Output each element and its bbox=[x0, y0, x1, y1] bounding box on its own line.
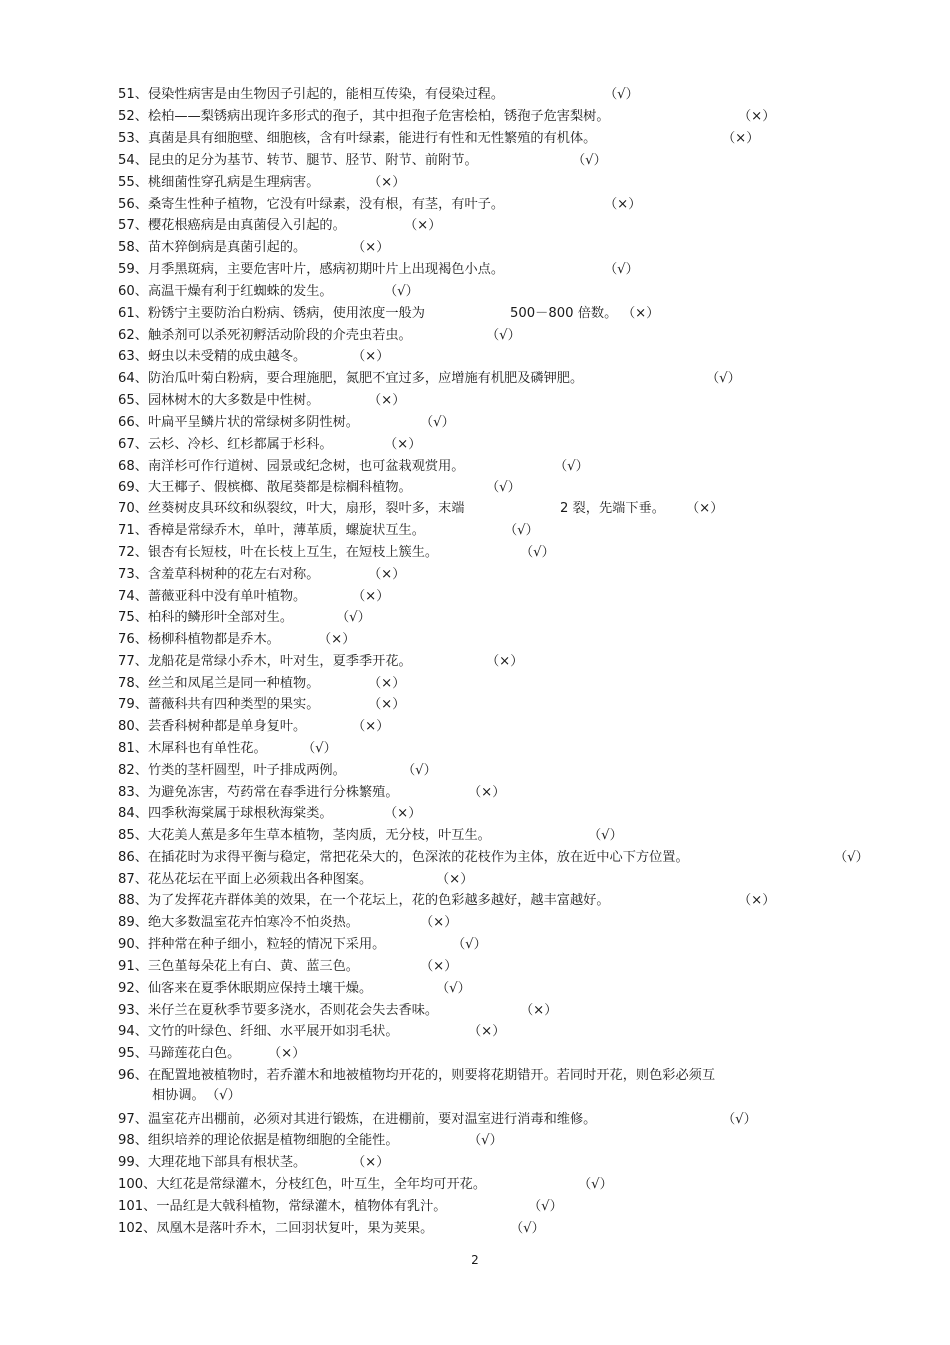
list-item bbox=[118, 610, 293, 626]
list-item bbox=[118, 632, 280, 648]
item-number: 56、 bbox=[118, 197, 148, 212]
answer-mark: （×） bbox=[368, 567, 406, 582]
list-item bbox=[118, 109, 610, 125]
list-item bbox=[118, 872, 372, 888]
item-number: 98、 bbox=[118, 1133, 148, 1148]
item-text: 香樟是常绿乔木，单叶，薄革质，螺旋状互生。 bbox=[147, 523, 425, 538]
item-text: 触杀剂可以杀死初孵活动阶段的介壳虫若虫。 bbox=[147, 328, 412, 343]
list-item bbox=[118, 697, 319, 713]
item-text: 竹类的茎杆圆型，叶子排成两例。 bbox=[147, 763, 346, 778]
item-number: 87、 bbox=[118, 872, 148, 887]
list-item bbox=[118, 284, 333, 300]
answer-mark: （×） bbox=[368, 676, 406, 691]
answer-mark: （√） bbox=[572, 153, 607, 168]
item-text: 大红花是常绿灌木，分枝红色，叶互生，全年均可开花。 bbox=[156, 1177, 487, 1192]
item-number: 93、 bbox=[118, 1003, 148, 1018]
answer-mark: （×） bbox=[352, 349, 390, 364]
item-number: 54、 bbox=[118, 153, 148, 168]
item-text-continued: 相协调。 bbox=[152, 1088, 205, 1103]
answer-mark: （√） bbox=[486, 480, 521, 495]
item-text: 马蹄莲花白色。 bbox=[147, 1046, 241, 1061]
item-number: 76、 bbox=[118, 632, 148, 647]
item-text-continued: 500－800 倍数。 bbox=[510, 306, 618, 321]
item-text: 木犀科也有单性花。 bbox=[147, 741, 267, 756]
item-text: 仙客来在夏季休眠期应保持土壤干燥。 bbox=[147, 981, 373, 996]
item-text: 昆虫的足分为基节、转节、腿节、胫节、附节、前附节。 bbox=[147, 153, 478, 168]
item-number: 68、 bbox=[118, 459, 148, 474]
item-text: 温室花卉出棚前，必须对其进行锻炼，在进棚前，要对温室进行消毒和维修。 bbox=[147, 1112, 597, 1127]
page-number: 2 bbox=[471, 1253, 479, 1267]
list-item bbox=[118, 1024, 399, 1040]
item-number: 65、 bbox=[118, 393, 148, 408]
item-text: 蚜虫以未受精的成虫越冬。 bbox=[147, 349, 307, 364]
item-number: 88、 bbox=[118, 893, 148, 908]
item-text: 在配置地被植物时，若乔灌木和地被植物均开花的，则要将花期错开。若同时开花，则色彩必须互 bbox=[147, 1068, 716, 1083]
item-text: 云杉、冷杉、红杉都属于杉科。 bbox=[147, 437, 333, 452]
list-item bbox=[118, 1133, 399, 1149]
answer-mark: （×） bbox=[622, 306, 660, 321]
answer-mark: （√） bbox=[302, 741, 337, 756]
list-item bbox=[118, 480, 412, 496]
answer-mark: （×） bbox=[352, 1155, 390, 1170]
item-number: 97、 bbox=[118, 1112, 148, 1127]
item-text: 桧柏——梨锈病出现许多形式的孢子，其中担孢子危害桧柏，锈孢子危害梨树。 bbox=[147, 109, 610, 124]
list-item bbox=[118, 1221, 433, 1237]
answer-mark: （×） bbox=[352, 719, 390, 734]
item-number: 100、 bbox=[118, 1177, 157, 1192]
item-number: 63、 bbox=[118, 349, 148, 364]
list-item bbox=[118, 131, 596, 147]
list-item bbox=[118, 415, 359, 431]
item-text: 三色堇每朵花上有白、黄、蓝三色。 bbox=[147, 959, 359, 974]
answer-mark: （×） bbox=[368, 697, 406, 712]
list-item bbox=[118, 763, 346, 779]
list-item bbox=[118, 393, 319, 409]
answer-mark: （×） bbox=[384, 437, 422, 452]
item-number: 60、 bbox=[118, 284, 148, 299]
item-number: 78、 bbox=[118, 676, 148, 691]
list-item bbox=[118, 1003, 438, 1019]
list-item bbox=[118, 501, 464, 517]
list-item bbox=[118, 1177, 486, 1193]
answer-mark: （×） bbox=[686, 501, 724, 516]
list-item bbox=[118, 806, 333, 822]
item-number: 92、 bbox=[118, 981, 148, 996]
answer-mark: （×） bbox=[352, 240, 390, 255]
list-item bbox=[118, 371, 583, 387]
item-number: 69、 bbox=[118, 480, 148, 495]
item-text: 为避免冻害，芍药常在春季进行分株繁殖。 bbox=[147, 785, 399, 800]
item-number: 55、 bbox=[118, 175, 148, 190]
item-text: 真菌是具有细胞壁、细胞核，含有叶绿素，能进行有性和无性繁殖的有机体。 bbox=[147, 131, 597, 146]
item-text: 文竹的叶绿色、纤细、水平展开如羽毛状。 bbox=[147, 1024, 399, 1039]
list-item bbox=[118, 1068, 715, 1084]
item-number: 75、 bbox=[118, 610, 148, 625]
list-item bbox=[118, 349, 306, 365]
list-item bbox=[118, 1112, 596, 1128]
answer-mark: （×） bbox=[520, 1003, 558, 1018]
item-text: 龙船花是常绿小乔木，叶对生，夏季季开花。 bbox=[147, 654, 412, 669]
item-text: 拌种常在种子细小，粒轻的情况下采用。 bbox=[147, 937, 386, 952]
answer-mark: （×） bbox=[436, 872, 474, 887]
answer-mark: （×） bbox=[352, 589, 390, 604]
item-text: 桃细菌性穿孔病是生理病害。 bbox=[147, 175, 320, 190]
list-item bbox=[118, 1155, 306, 1171]
answer-mark: （√） bbox=[402, 763, 437, 778]
list-item bbox=[118, 959, 359, 975]
item-text: 芸香科树种都是单身复叶。 bbox=[147, 719, 307, 734]
list-item bbox=[118, 785, 399, 801]
item-text: 防治瓜叶菊白粉病，要合理施肥，氮肥不宜过多，应增施有机肥及磷钾肥。 bbox=[147, 371, 584, 386]
answer-mark: （√） bbox=[834, 850, 869, 865]
answer-mark: （√） bbox=[452, 937, 487, 952]
item-text: 苗木猝倒病是真菌引起的。 bbox=[147, 240, 307, 255]
item-text: 在插花时为求得平衡与稳定，常把花朵大的，色深浓的花枝作为主体，放在近中心下方位置。 bbox=[147, 850, 689, 865]
answer-mark: （×） bbox=[384, 806, 422, 821]
item-text: 园林树木的大多数是中性树。 bbox=[147, 393, 320, 408]
item-number: 72、 bbox=[118, 545, 148, 560]
list-item bbox=[118, 915, 359, 931]
answer-mark: （×） bbox=[486, 654, 524, 669]
answer-mark: （×） bbox=[368, 393, 406, 408]
item-text: 绝大多数温室花卉怕寒冷不怕炎热。 bbox=[147, 915, 359, 930]
item-text: 四季秋海棠属于球根秋海棠类。 bbox=[147, 806, 333, 821]
item-text: 含羞草科树种的花左右对称。 bbox=[147, 567, 320, 582]
item-text: 樱花根癌病是由真菌侵入引起的。 bbox=[147, 218, 346, 233]
answer-mark: （×） bbox=[368, 175, 406, 190]
item-number: 59、 bbox=[118, 262, 148, 277]
answer-mark: （√） bbox=[384, 284, 419, 299]
item-text: 组织培养的理论依据是植物细胞的全能性。 bbox=[147, 1133, 399, 1148]
list-item bbox=[118, 676, 319, 692]
item-text: 丝兰和凤尾兰是同一种植物。 bbox=[147, 676, 320, 691]
item-number: 86、 bbox=[118, 850, 148, 865]
item-number: 99、 bbox=[118, 1155, 148, 1170]
item-number: 80、 bbox=[118, 719, 148, 734]
list-item bbox=[118, 741, 267, 757]
item-number: 64、 bbox=[118, 371, 148, 386]
answer-mark: （√） bbox=[468, 1133, 503, 1148]
list-item bbox=[118, 328, 412, 344]
list-item bbox=[118, 240, 306, 256]
item-number: 79、 bbox=[118, 697, 148, 712]
answer-mark: （×） bbox=[738, 109, 776, 124]
item-number: 82、 bbox=[118, 763, 148, 778]
list-item bbox=[118, 87, 504, 103]
answer-mark: （×） bbox=[420, 915, 458, 930]
item-text: 粉锈宁主要防治白粉病、锈病，使用浓度一般为 bbox=[147, 306, 425, 321]
item-text: 蔷薇科共有四种类型的果实。 bbox=[147, 697, 320, 712]
answer-mark: （√） bbox=[554, 459, 589, 474]
list-item bbox=[118, 937, 385, 953]
answer-mark: （√） bbox=[336, 610, 371, 625]
list-item bbox=[118, 197, 504, 213]
list-item bbox=[118, 459, 464, 475]
list-item bbox=[118, 306, 425, 322]
item-text: 一品红是大戟科植物，常绿灌木，植物体有乳汁。 bbox=[156, 1199, 447, 1214]
answer-mark: （√） bbox=[578, 1177, 613, 1192]
item-number: 51、 bbox=[118, 87, 148, 102]
item-number: 102、 bbox=[118, 1221, 157, 1236]
answer-mark: （×） bbox=[268, 1046, 306, 1061]
answer-mark: （√） bbox=[588, 828, 623, 843]
item-number: 58、 bbox=[118, 240, 148, 255]
list-item bbox=[118, 175, 319, 191]
item-text: 月季黑斑病，主要危害叶片，感病初期叶片上出现褐色小点。 bbox=[147, 262, 505, 277]
item-number: 95、 bbox=[118, 1046, 148, 1061]
item-number: 90、 bbox=[118, 937, 148, 952]
list-item bbox=[118, 1046, 240, 1062]
list-item bbox=[118, 850, 689, 866]
item-text: 杨柳科植物都是乔木。 bbox=[147, 632, 280, 647]
item-text: 大花美人蕉是多年生草本植物，茎肉质，无分枝，叶互生。 bbox=[147, 828, 491, 843]
answer-mark: （×） bbox=[468, 1024, 506, 1039]
item-text: 丝葵树皮具环纹和纵裂纹，叶大，扇形，裂叶多，末端 bbox=[147, 501, 465, 516]
answer-mark: （√） bbox=[520, 545, 555, 560]
item-number: 66、 bbox=[118, 415, 148, 430]
item-number: 52、 bbox=[118, 109, 148, 124]
list-item bbox=[118, 567, 319, 583]
item-number: 96、 bbox=[118, 1068, 148, 1083]
item-number: 101、 bbox=[118, 1199, 157, 1214]
item-number: 77、 bbox=[118, 654, 148, 669]
item-text: 叶扁平呈鳞片状的常绿树多阴性树。 bbox=[147, 415, 359, 430]
answer-mark: （×） bbox=[604, 197, 642, 212]
list-item bbox=[118, 545, 438, 561]
answer-mark: （√） bbox=[528, 1199, 563, 1214]
answer-mark: （×） bbox=[318, 632, 356, 647]
item-number: 94、 bbox=[118, 1024, 148, 1039]
answer-mark: （√） bbox=[420, 415, 455, 430]
list-item bbox=[118, 719, 306, 735]
item-number: 62、 bbox=[118, 328, 148, 343]
item-number: 73、 bbox=[118, 567, 148, 582]
item-text: 蔷薇亚科中没有单叶植物。 bbox=[147, 589, 307, 604]
list-item bbox=[118, 1199, 446, 1215]
item-text-continued: 2 裂，先端下垂。 bbox=[560, 501, 665, 516]
answer-mark: （×） bbox=[722, 131, 760, 146]
list-item bbox=[118, 893, 610, 909]
item-text: 银杏有长短枝，叶在长枝上互生，在短枝上簇生。 bbox=[147, 545, 439, 560]
list-item bbox=[118, 981, 372, 997]
answer-mark: （√） bbox=[604, 87, 639, 102]
list-item bbox=[118, 218, 346, 234]
answer-mark: （√） bbox=[486, 328, 521, 343]
item-text: 米仔兰在夏秋季节要多浇水，否则花会失去香味。 bbox=[147, 1003, 439, 1018]
list-item bbox=[118, 153, 478, 169]
answer-mark: （√） bbox=[206, 1088, 241, 1103]
item-number: 61、 bbox=[118, 306, 148, 321]
item-number: 89、 bbox=[118, 915, 148, 930]
item-number: 84、 bbox=[118, 806, 148, 821]
answer-mark: （×） bbox=[468, 785, 506, 800]
item-number: 81、 bbox=[118, 741, 148, 756]
item-number: 74、 bbox=[118, 589, 148, 604]
list-item bbox=[118, 437, 333, 453]
answer-mark: （√） bbox=[510, 1221, 545, 1236]
list-item bbox=[118, 262, 504, 278]
item-text: 侵染性病害是由生物因子引起的，能相互传染，有侵染过程。 bbox=[147, 87, 505, 102]
item-text: 南洋杉可作行道树、园景或纪念树，也可盆栽观赏用。 bbox=[147, 459, 465, 474]
answer-mark: （√） bbox=[604, 262, 639, 277]
item-text: 高温干燥有利于红蜘蛛的发生。 bbox=[147, 284, 333, 299]
item-text: 花丛花坛在平面上必须栽出各种图案。 bbox=[147, 872, 373, 887]
item-number: 71、 bbox=[118, 523, 148, 538]
item-text: 大理花地下部具有根状茎。 bbox=[147, 1155, 307, 1170]
item-text: 凤凰木是落叶乔木，二回羽状复叶，果为荚果。 bbox=[156, 1221, 434, 1236]
item-number: 83、 bbox=[118, 785, 148, 800]
item-text: 为了发挥花卉群体美的效果，在一个花坛上，花的色彩越多越好，越丰富越好。 bbox=[147, 893, 610, 908]
item-text: 大王椰子、假槟榔、散尾葵都是棕榈科植物。 bbox=[147, 480, 412, 495]
item-text: 桑寄生性种子植物，它没有叶绿素，没有根，有茎，有叶子。 bbox=[147, 197, 505, 212]
item-number: 57、 bbox=[118, 218, 148, 233]
item-number: 67、 bbox=[118, 437, 148, 452]
item-number: 85、 bbox=[118, 828, 148, 843]
answer-mark: （√） bbox=[436, 981, 471, 996]
list-item bbox=[118, 828, 491, 844]
item-number: 91、 bbox=[118, 959, 148, 974]
answer-mark: （√） bbox=[504, 523, 539, 538]
item-number: 70、 bbox=[118, 501, 148, 516]
answer-mark: （×） bbox=[404, 218, 442, 233]
answer-mark: （×） bbox=[738, 893, 776, 908]
list-item bbox=[118, 523, 425, 539]
answer-mark: （√） bbox=[706, 371, 741, 386]
item-number: 53、 bbox=[118, 131, 148, 146]
list-item bbox=[118, 654, 412, 670]
answer-mark: （√） bbox=[722, 1112, 757, 1127]
item-text: 柏科的鳞形叶全部对生。 bbox=[147, 610, 294, 625]
list-item bbox=[118, 589, 306, 605]
answer-mark: （×） bbox=[420, 959, 458, 974]
